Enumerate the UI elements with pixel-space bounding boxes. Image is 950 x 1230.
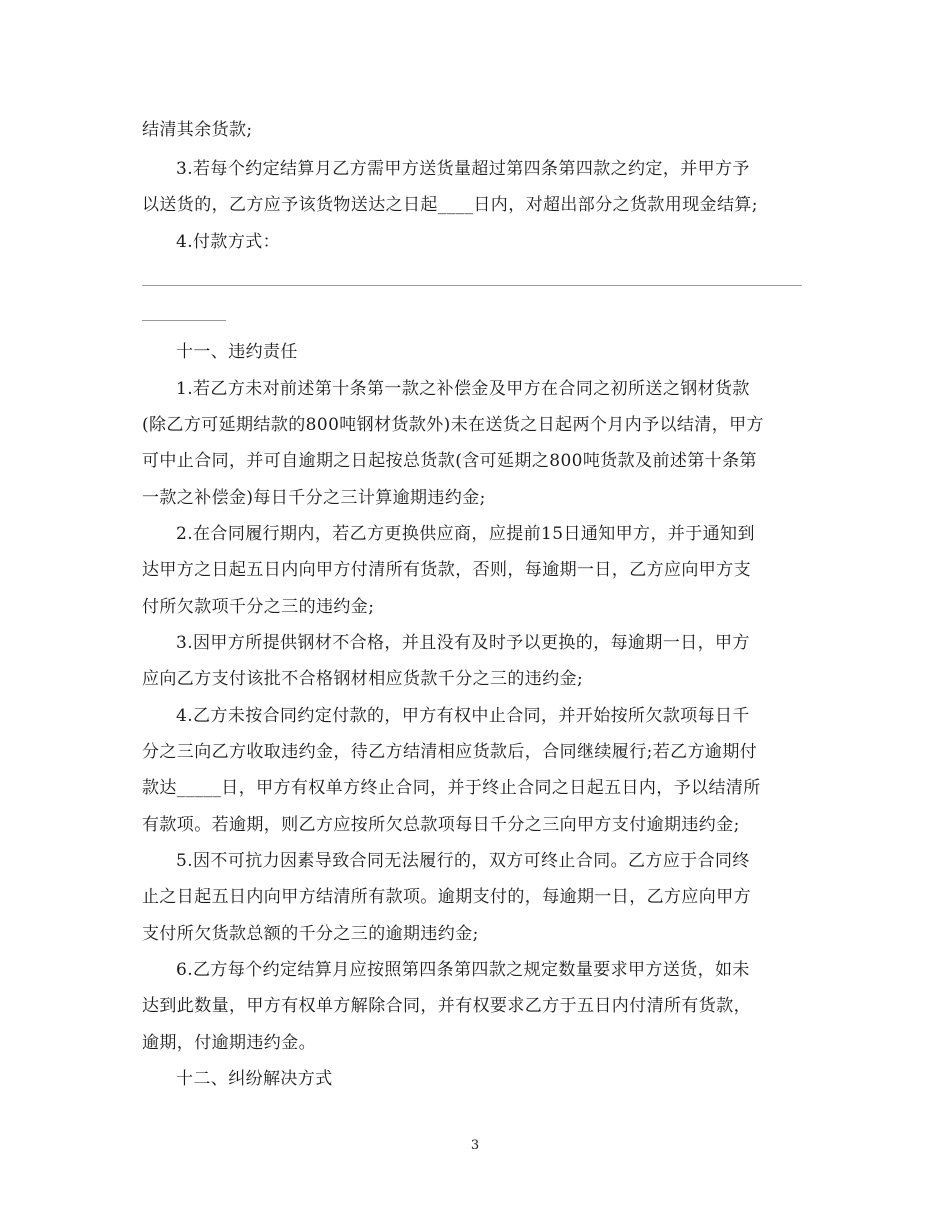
section-heading: 十二、纠纷解决方式 [176, 1069, 333, 1089]
text-line: 止之日起五日内向甲方结清所有款项。逾期支付的，每逾期一日，乙方应向甲方 [142, 887, 751, 907]
text-line: 3.若每个约定结算月乙方需甲方送货量超过第四条第四款之约定，并甲方予 [176, 159, 750, 179]
text-line: 款达_____日，甲方有权单方终止合同，并于终止合同之日起五日内，予以结清所 [142, 778, 761, 798]
text-line: 4.付款方式： [176, 232, 281, 252]
text-line: 付所欠款项千分之三的违约金; [142, 597, 375, 617]
text-line: 以送货的，乙方应予该货物送达之日起____日内，对超出部分之货款用现金结算; [142, 195, 758, 215]
text-line: 达甲方之日起五日内向甲方付清所有货款，否则，每逾期一日，乙方应向甲方支 [142, 560, 751, 580]
text-line: 应向乙方支付该批不合格钢材相应货款千分之三的违约金; [142, 669, 584, 689]
text-line: 支付所欠货款总额的千分之三的逾期违约金; [142, 924, 479, 944]
text-line: 分之三向乙方收取违约金，待乙方结清相应货款后，合同继续履行;若乙方逾期付 [142, 742, 758, 762]
text-line: 逾期，付逾期违约金。 [142, 1033, 316, 1053]
text-line: 3.因甲方所提供钢材不合格，并且没有及时予以更换的，每逾期一日，甲方 [176, 633, 750, 653]
text-line: (除乙方可延期结款的800吨钢材货款外)未在送货之日起两个月内予以结清，甲方 [142, 415, 764, 435]
page-number: 3 [470, 1138, 480, 1153]
section-heading: 十一、违约责任 [176, 342, 298, 362]
text-line: 6.乙方每个约定结算月应按照第四条第四款之规定数量要求甲方送货，如未 [176, 960, 750, 980]
text-line: 有款项。若逾期，则乙方应按所欠总款项每日千分之三向甲方支付逾期违约金; [142, 815, 740, 835]
text-line: 一款之补偿金)每日千分之三计算逾期违约金; [142, 488, 486, 508]
text-line: 4.乙方未按合同约定付款的，甲方有权中止合同，并开始按所欠款项每日千 [176, 706, 750, 726]
text-line: 5.因不可抗力因素导致合同无法履行的，双方可终止合同。乙方应于合同终 [176, 851, 750, 871]
blank-fill-line [142, 285, 802, 286]
blank-fill-line [142, 320, 226, 321]
text-line: 可中止合同，并可自逾期之日起按总货款(含可延期之800吨货款及前述第十条第 [142, 451, 757, 471]
text-line: 结清其余货款; [142, 120, 253, 140]
text-line: 1.若乙方未对前述第十条第一款之补偿金及甲方在合同之初所送之钢材货款 [176, 379, 750, 399]
text-line: 2.在合同履行期内，若乙方更换供应商，应提前15日通知甲方，并于通知到 [176, 524, 755, 544]
text-line: 达到此数量，甲方有权单方解除合同，并有权要求乙方于五日内付清所有货款， [142, 996, 751, 1016]
